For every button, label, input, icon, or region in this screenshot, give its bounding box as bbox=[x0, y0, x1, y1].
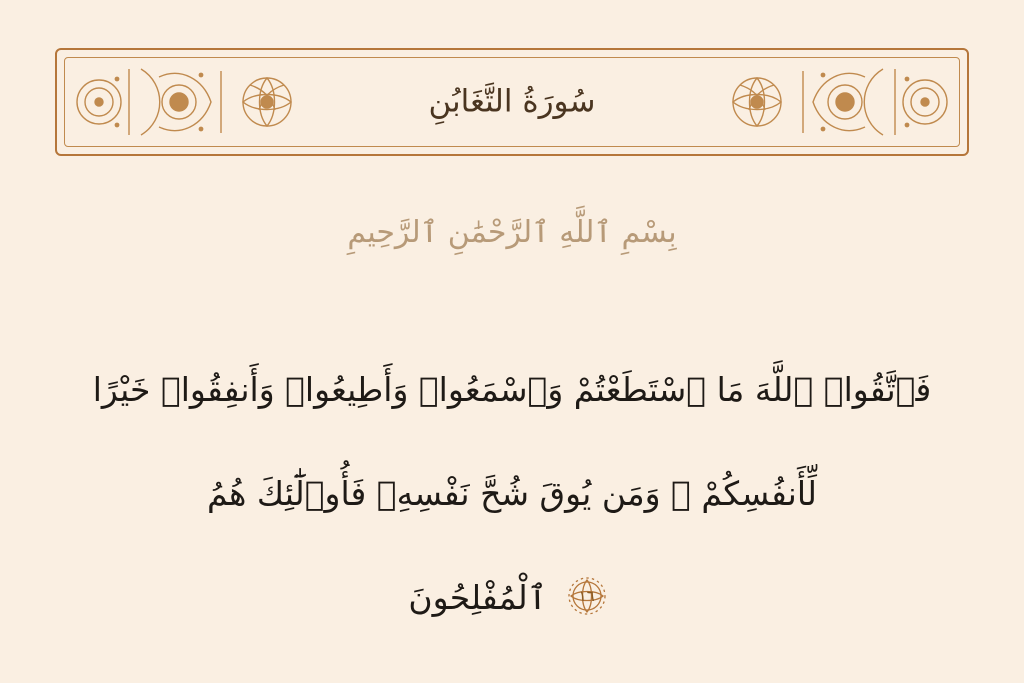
ayah-line-1: فَٱتَّقُوا۟ ٱللَّهَ مَا ٱسْتَطَعْتُمْ وَٱسْمَعُوا۟ وَأَطِيعُوا۟ وَأَنفِقُوا۟ خَيْرًا bbox=[92, 370, 932, 409]
ayah-line-2: لِّأَنفُسِكُمْ ۗ وَمَن يُوقَ شُحَّ نَفْسِهِۦ فَأُو۟لَٰٓئِكَ هُمُ bbox=[207, 474, 817, 513]
ayah-text-block bbox=[62, 338, 962, 650]
ayah-end-rosette-icon bbox=[564, 573, 610, 619]
ayah-number: ١٦ bbox=[578, 587, 595, 605]
ayah-line-3-text: ٱلْمُفْلِحُونَ bbox=[408, 578, 548, 617]
basmala-text: بِسْمِ ٱللَّهِ ٱلرَّحْمَٰنِ ٱلرَّحِيمِ bbox=[347, 215, 677, 250]
surah-header-banner bbox=[55, 48, 969, 156]
ayah-line-3 bbox=[62, 546, 962, 650]
surah-title: سُورَةُ التَّغَابُنِ bbox=[428, 83, 596, 120]
